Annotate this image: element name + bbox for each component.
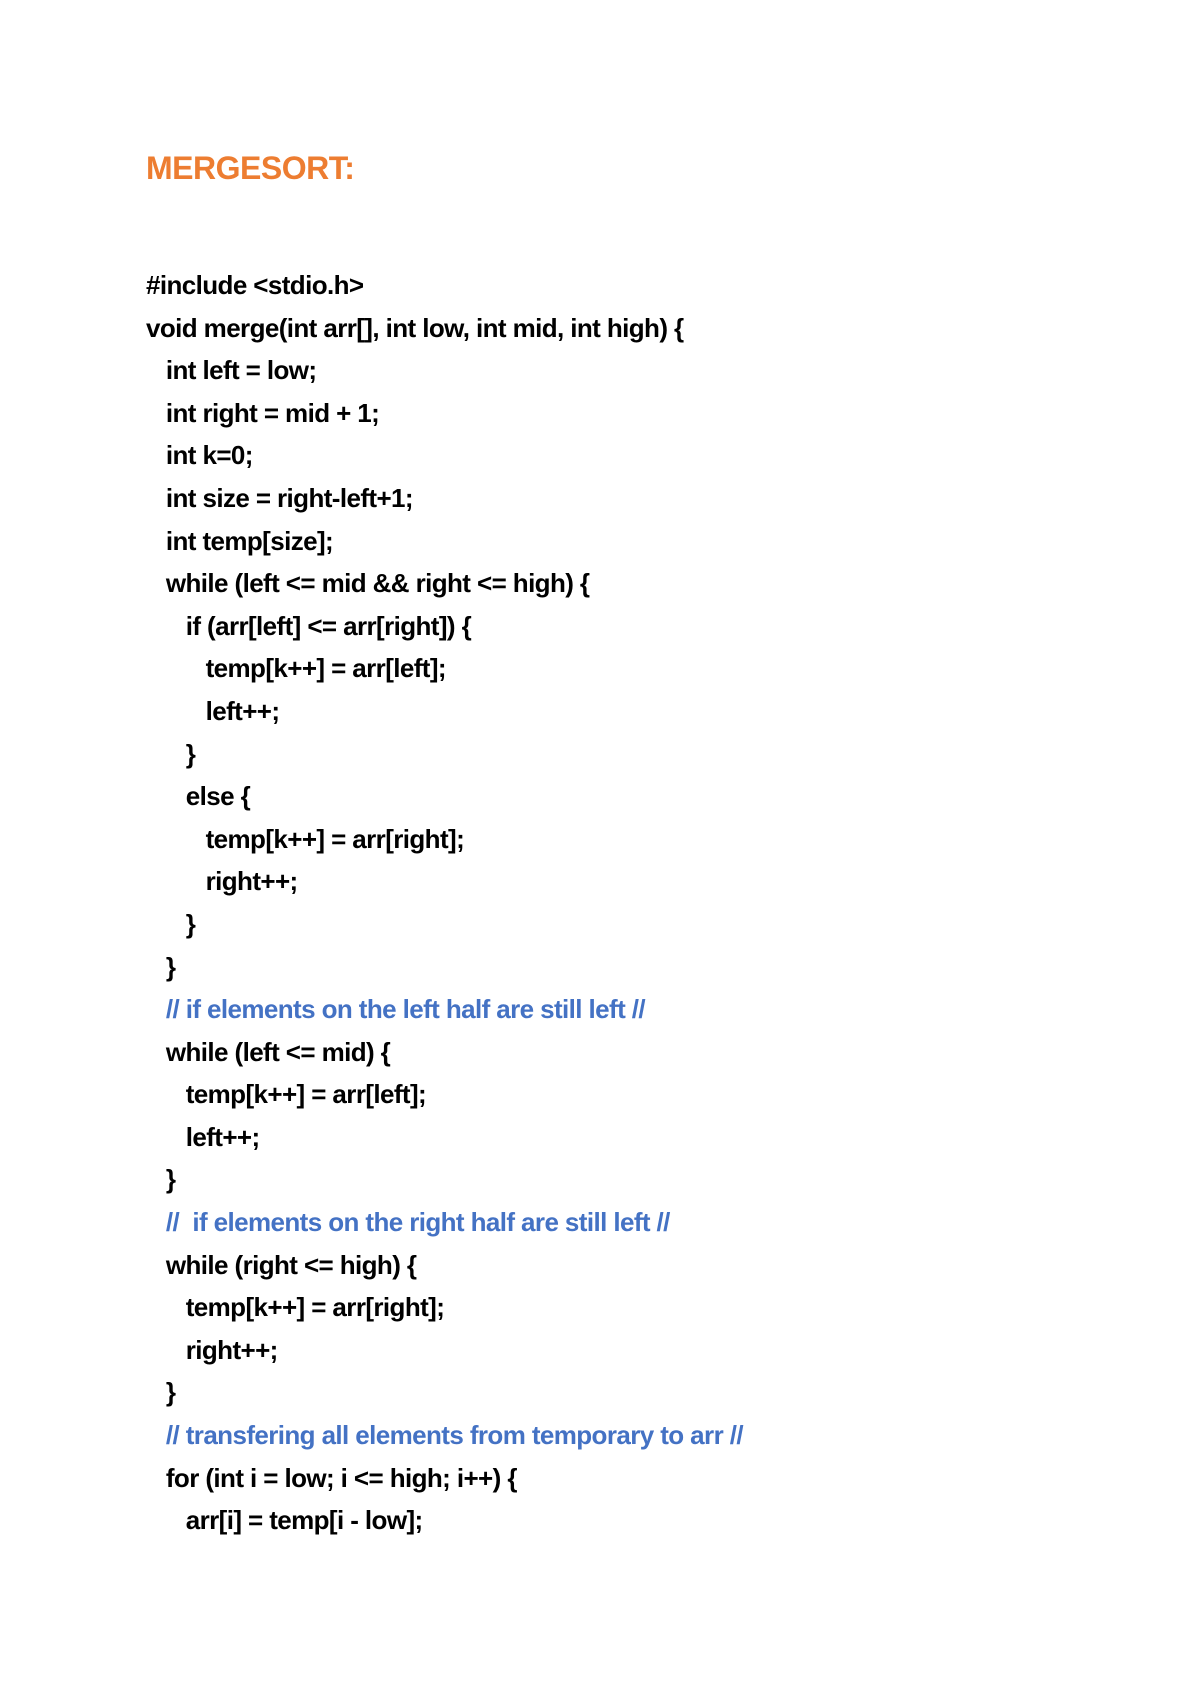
code-comment-line: // if elements on the left half are still left // xyxy=(146,994,646,1025)
code-line: right++; xyxy=(146,1334,278,1365)
code-line: } xyxy=(146,1164,176,1195)
code-line: temp[k++] = arr[left]; xyxy=(146,1079,427,1110)
code-line: temp[k++] = arr[left]; xyxy=(146,653,446,684)
code-line: int k=0; xyxy=(146,440,253,471)
code-line: int right = mid + 1; xyxy=(146,397,380,428)
code-line: void merge(int arr[], int low, int mid, int high) { xyxy=(146,312,684,343)
code-line: } xyxy=(146,951,176,982)
code-line: int left = low; xyxy=(146,355,317,386)
code-comment-line: // if elements on the right half are still left // xyxy=(146,1207,670,1238)
code-line: } xyxy=(146,908,196,939)
code-line: if (arr[left] <= arr[right]) { xyxy=(146,610,472,641)
code-line: right++; xyxy=(146,866,298,897)
code-line: left++; xyxy=(146,695,280,726)
document-title: MERGESORT: xyxy=(146,150,355,186)
code-line: while (right <= high) { xyxy=(146,1249,417,1280)
code-comment-line: // transfering all elements from temporary to arr // xyxy=(146,1420,743,1451)
code-line: int size = right-left+1; xyxy=(146,482,413,513)
code-line: } xyxy=(146,738,196,769)
code-line: temp[k++] = arr[right]; xyxy=(146,1292,445,1323)
code-block xyxy=(146,264,1146,1542)
code-line: temp[k++] = arr[right]; xyxy=(146,823,465,854)
code-line: } xyxy=(146,1377,176,1408)
code-line: arr[i] = temp[i - low]; xyxy=(146,1505,423,1536)
code-line: #include <stdio.h> xyxy=(146,270,364,300)
code-line: else { xyxy=(146,781,251,812)
code-line: left++; xyxy=(146,1121,260,1152)
code-line: for (int i = low; i <= high; i++) { xyxy=(146,1462,517,1493)
code-line: while (left <= mid) { xyxy=(146,1036,391,1067)
code-line: int temp[size]; xyxy=(146,525,334,556)
code-line: while (left <= mid && right <= high) { xyxy=(146,568,590,599)
